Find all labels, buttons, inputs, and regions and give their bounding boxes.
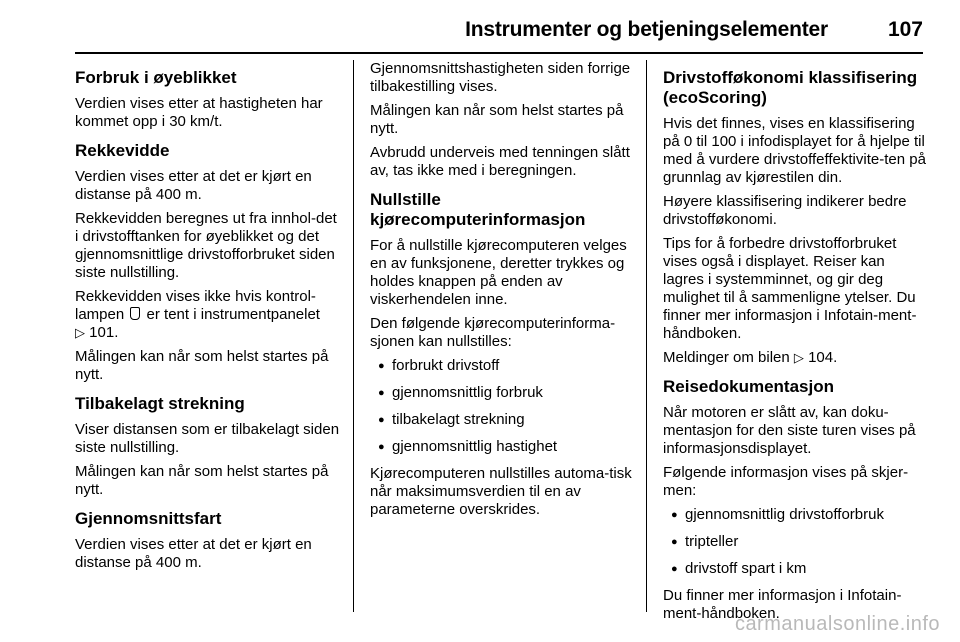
header-rule (75, 52, 923, 54)
paragraph: Avbrudd underveis med tenningen slått av, tas ikke med i beregningen. (370, 144, 630, 179)
list-item: ● forbrukt drivstoff (370, 357, 638, 375)
reset-list (370, 357, 638, 456)
paragraph: Verdien vises etter at hastigheten har kommet opp i 30 km/t. (75, 95, 323, 130)
page-header (0, 0, 960, 56)
list-item: ● gjennomsnittlig forbruk (370, 384, 638, 402)
column-2 (370, 60, 638, 525)
paragraph (75, 288, 343, 342)
heading-gjennomsnittsfart: Gjennomsnittsfart (75, 509, 222, 528)
column-divider-1 (353, 60, 354, 612)
paragraph: Når motoren er slått av, kan doku-mentasjon for den siste turen vises på informasjonsdisplayet. (663, 404, 916, 457)
page-ref-arrow-icon: ▷ (75, 325, 85, 340)
list-item: ● tripteller (663, 533, 929, 551)
heading-tilbakelagt: Tilbakelagt strekning (75, 394, 245, 413)
trip-info-list (663, 506, 929, 578)
paragraph: Gjennomsnittshastigheten siden forrige tilbakestilling vises. (370, 60, 631, 95)
column-1 (75, 60, 343, 578)
heading-reisedokumentasjon: Reisedokumentasjon (663, 377, 834, 396)
paragraph: Kjørecomputeren nullstilles automa-tisk når maksimumsverdien til en av parameterne overskrides. (370, 465, 632, 518)
text: er tent i instrumentpanelet (146, 306, 320, 323)
paragraph: For å nullstille kjørecomputeren velges en av funksjonene, deretter trykkes og holdes knappen på enden av viskerhendelen inne. (370, 237, 627, 308)
heading-ecoscoring: Drivstofføkonomi klassifisering (ecoScoring) (663, 68, 918, 107)
paragraph (663, 349, 929, 367)
chapter-title: Instrumenter og betjeningselementer (465, 18, 828, 41)
page-ref-link[interactable]: 104. (808, 349, 838, 366)
paragraph: Verdien vises etter at det er kjørt en distanse på 400 m. (75, 536, 312, 571)
page-ref-link[interactable]: 101. (89, 324, 119, 341)
paragraph: Hvis det finnes, vises en klassifisering på 0 til 100 i infodisplayet for å hjelpe til med å vurdere drivstoffeffektivite-ten på grunnlag av kjørestilen din. (663, 115, 926, 186)
fuel-lamp-icon (130, 307, 140, 320)
heading-rekkevidde: Rekkevidde (75, 141, 170, 160)
list-item: ● gjennomsnittlig hastighet (370, 438, 638, 456)
paragraph: Rekkevidden beregnes ut fra innhol-det i drivstofftanken for øyeblikket og det gjennomsnittlige drivstofforbruket siden siste nullstilling. (75, 210, 337, 281)
paragraph: Verdien vises etter at det er kjørt en distanse på 400 m. (75, 168, 312, 203)
watermark: carmanualsonline.info (734, 613, 940, 635)
text: Rekkevidden vises ikke hvis kontrol-lampen (75, 288, 316, 323)
paragraph: Tips for å forbedre drivstofforbruket vises også i displayet. Reiser kan lagres i systemminnet, og gir deg mulighet til å sammenligne ytelser. Du finner mer informasjon i Infotain-ment-håndboken. (663, 235, 917, 342)
paragraph: Følgende informasjon vises på skjer-men: (663, 464, 909, 499)
paragraph: Høyere klassifisering indikerer bedre drivstofføkonomi. (663, 193, 907, 228)
page-number: 107 (887, 18, 923, 41)
paragraph: Du finner mer informasjon i Infotain-ment-håndboken. (663, 587, 902, 622)
heading-forbruk: Forbruk i øyeblikket (75, 68, 237, 87)
heading-nullstille: Nullstille kjørecomputerinformasjon (370, 190, 586, 229)
paragraph: Den følgende kjørecomputerinforma-sjonen kan nullstilles: (370, 315, 616, 350)
column-3 (663, 60, 929, 629)
list-item: ● drivstoff spart i km (663, 560, 929, 578)
list-item: ● tilbakelagt strekning (370, 411, 638, 429)
paragraph: Målingen kan når som helst startes på nytt. (75, 463, 329, 498)
paragraph: Målingen kan når som helst startes på nytt. (75, 348, 329, 383)
column-divider-2 (646, 60, 647, 612)
list-item: ● gjennomsnittlig drivstofforbruk (663, 506, 929, 524)
paragraph: Målingen kan når som helst startes på nytt. (370, 102, 624, 137)
text: Meldinger om bilen (663, 349, 790, 366)
paragraph: Viser distansen som er tilbakelagt siden siste nullstilling. (75, 421, 340, 456)
page-ref-arrow-icon: ▷ (793, 350, 804, 365)
